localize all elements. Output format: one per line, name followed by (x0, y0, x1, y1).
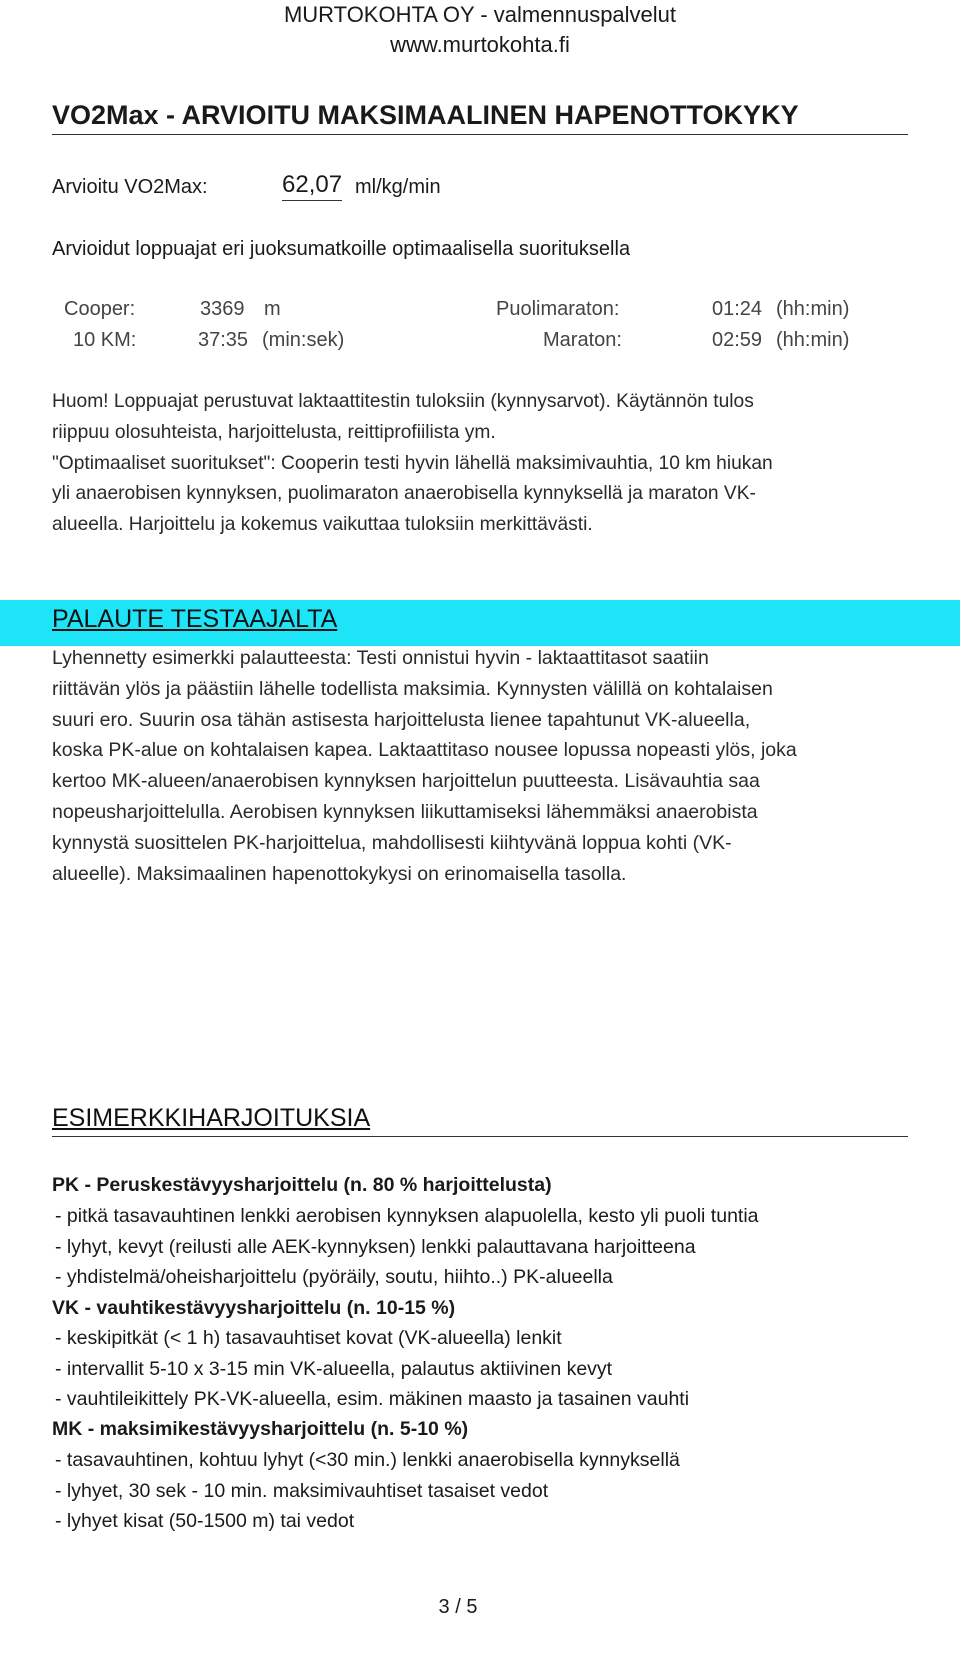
page-title: VO2Max - ARVIOITU MAKSIMAALINEN HAPENOTTOKYKY (52, 100, 799, 130)
feedback-line: kynnystä suosittelen PK-harjoittelua, mahdollisesti kiihtyvänä loppua kohti (VK- (52, 831, 732, 854)
half-marathon-value: 01:24 (712, 298, 763, 320)
title-divider (52, 134, 908, 135)
feedback-line: nopeusharjoittelulla. Aerobisen kynnyksen liikuttamiseksi lähemmäksi anaerobista (52, 800, 758, 823)
km10-value: 37:35 (198, 329, 249, 351)
marathon-value: 02:59 (712, 329, 763, 351)
note-line: yli anaerobisen kynnyksen, puolimaraton anaerobisella kynnyksellä ja maraton VK- (52, 483, 756, 505)
pk-item: - lyhyt, kevyt (reilusti alle AEK-kynnyksen) lenkki palauttavana harjoitteena (55, 1236, 696, 1258)
note-paragraph (52, 387, 773, 541)
vo2max-value: 62,07 (282, 171, 342, 201)
mk-item: - lyhyet kisat (50-1500 m) tai vedot (55, 1510, 355, 1532)
vo2max-label: Arvioitu VO2Max: (52, 176, 208, 198)
examples-heading: ESIMERKKIHARJOITUKSIA (52, 1104, 371, 1132)
cooper-unit: m (264, 298, 281, 320)
feedback-line: Lyhennetty esimerkki palautteesta: Testi onnistui hyvin - laktaattitasot saatiin (52, 647, 709, 669)
vk-item: - keskipitkät (< 1 h) tasavauhtiset kovat (VK-alueella) lenkit (55, 1327, 562, 1349)
note-line: riippuu olosuhteista, harjoittelusta, reittiprofiilista ym. (52, 421, 496, 443)
company-website: www.murtokohta.fi (390, 32, 570, 57)
vk-title: VK - vauhtikestävyysharjoittelu (n. 10-15 %) (52, 1297, 456, 1319)
mk-title: MK - maksimikestävyysharjoittelu (n. 5-10 %) (52, 1418, 469, 1440)
half-marathon-label: Puolimaraton: (496, 298, 620, 320)
pk-item: - yhdistelmä/oheisharjoittelu (pyöräily, soutu, hiihto..) PK-alueella (55, 1266, 613, 1288)
page-number: 3 / 5 (438, 1596, 478, 1618)
feedback-paragraph (52, 643, 797, 889)
km10-label: 10 KM: (73, 329, 137, 351)
marathon-unit: (hh:min) (776, 329, 850, 351)
feedback-line: riittävän ylös ja päästiin lähelle todellista maksimia. Kynnysten välillä on kohtalaisen (52, 677, 773, 700)
note-line: alueella. Harjoittelu ja kokemus vaikuttaa tuloksiin merkittävästi. (52, 514, 593, 536)
half-marathon-unit: (hh:min) (776, 298, 850, 320)
mk-item: - lyhyet, 30 sek - 10 min. maksimivauhtiset tasaiset vedot (55, 1480, 549, 1502)
examples-divider (52, 1136, 908, 1137)
pk-item: - pitkä tasavauhtinen lenkki aerobisen kynnyksen alapuolella, kesto yli puoli tuntia (55, 1205, 759, 1227)
company-name: MURTOKOHTA OY - valmennuspalvelut (283, 2, 677, 27)
feedback-line: kertoo MK-alueen/anaerobisen kynnyksen harjoittelun puutteesta. Lisävauhtia saa (52, 770, 760, 793)
note-line: Huom! Loppuajat perustuvat laktaattitestin tuloksiin (kynnysarvot). Käytännön tulos (52, 391, 754, 412)
predictions-heading: Arvioidut loppuajat eri juoksumatkoille optimaalisella suorituksella (52, 238, 631, 260)
vk-item: - intervallit 5-10 x 3-15 min VK-alueella, palautus aktiivinen kevyt (55, 1358, 613, 1380)
marathon-label: Maraton: (543, 329, 622, 351)
feedback-line: koska PK-alue on kohtalaisen kapea. Laktaattitaso nousee lopussa nopeasti ylös, joka (52, 739, 797, 762)
cooper-value: 3369 (200, 298, 245, 320)
feedback-line: alueelle). Maksimaalinen hapenottokykysi on erinomaisella tasolla. (52, 862, 627, 885)
feedback-line: suuri ero. Suurin osa tähän astisesta harjoittelusta lienee tapahtunut VK-alueella, (52, 708, 751, 731)
vo2max-unit: ml/kg/min (355, 176, 441, 198)
mk-item: - tasavauhtinen, kohtuu lyhyt (<30 min.) lenkki anaerobisella kynnyksellä (55, 1449, 680, 1471)
vk-item: - vauhtileikittely PK-VK-alueella, esim. mäkinen maasto ja tasainen vauhti (55, 1388, 690, 1410)
note-line: "Optimaaliset suoritukset": Cooperin testi hyvin lähellä maksimivauhtia, 10 km hiukan (52, 452, 773, 474)
cooper-label: Cooper: (64, 298, 136, 320)
km10-unit: (min:sek) (262, 329, 345, 351)
feedback-heading: PALAUTE TESTAAJALTA (52, 605, 338, 633)
pk-title: PK - Peruskestävyysharjoittelu (n. 80 % harjoittelusta) (52, 1174, 552, 1196)
